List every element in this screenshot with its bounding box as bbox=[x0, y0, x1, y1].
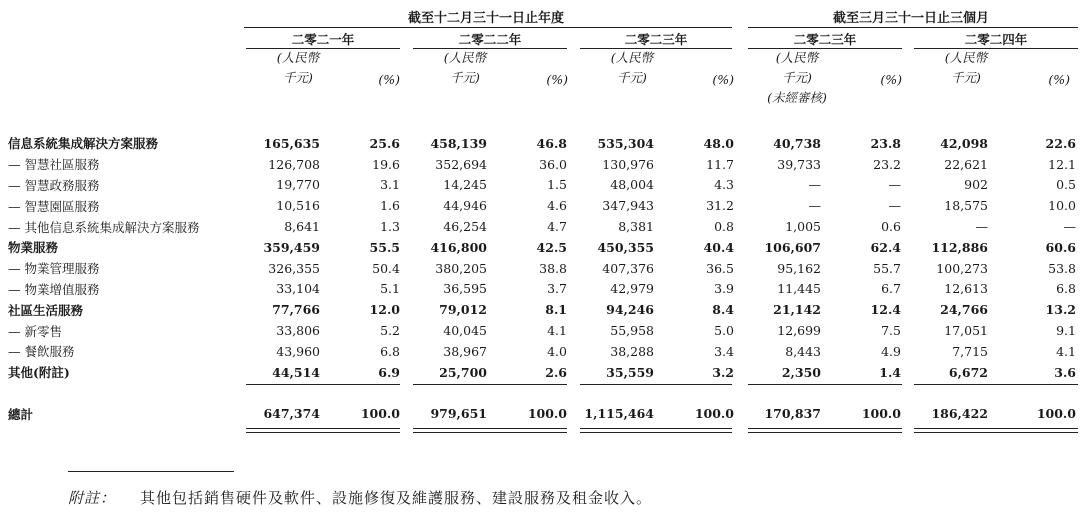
amount-cell: 535,304 bbox=[597, 135, 654, 151]
table-row bbox=[8, 279, 1076, 300]
amount-cell: 42,098 bbox=[940, 135, 988, 151]
percent-cell: 13.2 bbox=[1045, 302, 1076, 318]
unit-label-line1: (人民幣 bbox=[944, 50, 988, 65]
total-double-rule bbox=[246, 428, 400, 433]
subtotal-rule bbox=[246, 384, 400, 385]
percent-cell: 60.6 bbox=[1045, 239, 1076, 255]
amount-cell: 10,516 bbox=[276, 198, 320, 214]
footnote-text: 其他包括銷售硬件及軟件、設施修復及維護服務、建設服務及租金收入。 bbox=[140, 489, 653, 507]
amount-cell: 40,045 bbox=[443, 323, 487, 339]
unit-label-line2: 千元) bbox=[782, 70, 812, 85]
percent-cell: 10.0 bbox=[1048, 198, 1076, 214]
amount-cell: 35,559 bbox=[606, 364, 654, 380]
subtotal-rule bbox=[914, 384, 1078, 385]
unit-header-2021 bbox=[258, 48, 338, 88]
amount-cell: 14,245 bbox=[443, 177, 487, 193]
row-label: 物業服務 bbox=[8, 240, 59, 256]
amount-cell: 416,800 bbox=[430, 239, 487, 255]
amount-cell: 902 bbox=[964, 177, 988, 193]
amount-cell: 8,381 bbox=[618, 219, 654, 235]
table-row bbox=[8, 362, 1076, 383]
percent-cell: 40.4 bbox=[703, 239, 734, 255]
table-row bbox=[8, 154, 1076, 175]
percent-cell: 3.1 bbox=[380, 177, 400, 193]
amount-cell: 106,607 bbox=[764, 239, 821, 255]
pct-header-2023: (%) bbox=[712, 72, 734, 87]
percent-cell: 3.4 bbox=[714, 343, 734, 359]
amount-cell: 21,142 bbox=[773, 302, 821, 318]
total-double-rule bbox=[914, 428, 1078, 433]
unit-label-line2: 千元) bbox=[951, 70, 981, 85]
amount-cell: 40,738 bbox=[773, 135, 821, 151]
unit-label-line2: 千元) bbox=[283, 70, 313, 85]
footnote bbox=[68, 487, 652, 508]
unit-label-line2: 千元) bbox=[617, 70, 647, 85]
amount-cell: 42,979 bbox=[610, 281, 654, 297]
unit-label-line2: 千元) bbox=[450, 70, 480, 85]
percent-cell: 1.3 bbox=[380, 219, 400, 235]
total-value: 100.0 bbox=[694, 406, 734, 422]
percent-cell: 7.5 bbox=[881, 323, 901, 339]
total-double-rule bbox=[413, 428, 567, 433]
percent-cell: 6.8 bbox=[1056, 281, 1076, 297]
percent-cell: 19.6 bbox=[372, 156, 400, 172]
amount-cell: 380,205 bbox=[435, 260, 487, 276]
table-body bbox=[8, 133, 1076, 383]
row-label: — 物業管理服務 bbox=[8, 261, 100, 277]
amount-cell: 112,886 bbox=[931, 239, 988, 255]
percent-cell: 23.8 bbox=[870, 135, 901, 151]
amount-cell: 44,946 bbox=[443, 198, 487, 214]
amount-cell: 12,613 bbox=[944, 281, 988, 297]
amount-cell: 95,162 bbox=[777, 260, 821, 276]
amount-cell: 18,575 bbox=[944, 198, 988, 214]
subtotal-rule bbox=[748, 384, 902, 385]
total-value: 1,115,464 bbox=[584, 406, 654, 422]
percent-cell: 11.7 bbox=[706, 156, 734, 172]
year-header-q1-2023: 二零二三年 bbox=[793, 32, 857, 47]
amount-cell: 33,104 bbox=[276, 281, 320, 297]
amount-cell: 38,967 bbox=[443, 343, 487, 359]
percent-cell: 1.4 bbox=[879, 364, 901, 380]
amount-cell: 6,672 bbox=[948, 364, 988, 380]
row-label: — 其他信息系統集成解決方案服務 bbox=[8, 219, 200, 235]
total-value: 170,837 bbox=[764, 406, 821, 422]
total-label: 總計 bbox=[8, 406, 34, 422]
amount-cell: 38,288 bbox=[610, 343, 654, 359]
percent-cell: 53.8 bbox=[1048, 260, 1076, 276]
percent-cell: 31.2 bbox=[706, 198, 734, 214]
row-label: — 餐飲服務 bbox=[8, 344, 75, 360]
total-row bbox=[8, 403, 1076, 424]
unit-label-line1: (人民幣 bbox=[775, 50, 819, 65]
table-row bbox=[8, 133, 1076, 154]
percent-cell: 0.6 bbox=[881, 219, 901, 235]
percent-cell: — bbox=[1063, 219, 1076, 235]
percent-cell: 4.3 bbox=[714, 177, 734, 193]
subtotal-rule bbox=[413, 384, 567, 385]
footnote-rule bbox=[68, 471, 234, 472]
percent-cell: 42.5 bbox=[536, 239, 567, 255]
amount-cell: 43,960 bbox=[276, 343, 320, 359]
revenue-table bbox=[8, 133, 1076, 424]
amount-cell: 359,459 bbox=[263, 239, 320, 255]
table-row bbox=[8, 175, 1076, 196]
total-value: 100.0 bbox=[360, 406, 400, 422]
amount-cell: 25,700 bbox=[439, 364, 487, 380]
pct-header-2022: (%) bbox=[546, 72, 568, 87]
percent-cell: 4.9 bbox=[881, 343, 901, 359]
percent-cell: 3.6 bbox=[1054, 364, 1076, 380]
percent-cell: 46.8 bbox=[536, 135, 567, 151]
amount-cell: 11,445 bbox=[777, 281, 821, 297]
percent-cell: 8.1 bbox=[545, 302, 567, 318]
amount-cell: 347,943 bbox=[602, 198, 654, 214]
amount-cell: 126,708 bbox=[268, 156, 320, 172]
year-header-q1-2024: 二零二四年 bbox=[964, 32, 1028, 47]
subtotal-rule bbox=[580, 384, 732, 385]
unaudited-label: (未經審核) bbox=[767, 90, 827, 105]
percent-cell: — bbox=[888, 177, 901, 193]
pct-header-q1-2023: (%) bbox=[880, 72, 902, 87]
percent-cell: 1.5 bbox=[547, 177, 567, 193]
amount-cell: 79,012 bbox=[439, 302, 487, 318]
unit-label-line1: (人民幣 bbox=[443, 50, 487, 65]
row-label: — 物業增值服務 bbox=[8, 281, 100, 297]
amount-cell: 407,376 bbox=[602, 260, 654, 276]
percent-cell: 6.7 bbox=[881, 281, 901, 297]
percent-cell: 25.6 bbox=[369, 135, 400, 151]
percent-cell: 36.0 bbox=[539, 156, 567, 172]
amount-cell: 44,514 bbox=[272, 364, 320, 380]
percent-cell: 50.4 bbox=[372, 260, 400, 276]
row-label: — 智慧園區服務 bbox=[8, 198, 100, 214]
amount-cell: 39,733 bbox=[777, 156, 821, 172]
percent-cell: 4.1 bbox=[1056, 343, 1076, 359]
year-header-2021: 二零二一年 bbox=[291, 32, 355, 47]
amount-cell: 130,976 bbox=[602, 156, 654, 172]
total-double-rule bbox=[748, 428, 902, 433]
percent-cell: 8.4 bbox=[712, 302, 734, 318]
percent-cell: 5.0 bbox=[714, 323, 734, 339]
amount-cell: 8,443 bbox=[785, 343, 821, 359]
amount-cell: 24,766 bbox=[940, 302, 988, 318]
table-row bbox=[8, 341, 1076, 362]
percent-cell: 3.7 bbox=[547, 281, 567, 297]
percent-cell: 4.7 bbox=[547, 219, 567, 235]
percent-cell: 1.6 bbox=[380, 198, 400, 214]
group-underline-annual bbox=[244, 27, 732, 28]
unit-header-2022 bbox=[425, 48, 505, 88]
percent-cell: 6.9 bbox=[378, 364, 400, 380]
percent-cell: 6.8 bbox=[380, 343, 400, 359]
unit-label-line1: (人民幣 bbox=[610, 50, 654, 65]
spacer-row bbox=[8, 383, 1076, 404]
total-double-rule bbox=[580, 428, 732, 433]
percent-cell: — bbox=[888, 198, 901, 214]
amount-cell: — bbox=[808, 177, 821, 193]
amount-cell: 8,641 bbox=[284, 219, 320, 235]
amount-cell: 352,694 bbox=[435, 156, 487, 172]
total-body bbox=[8, 383, 1076, 425]
amount-cell: — bbox=[975, 219, 988, 235]
percent-cell: 48.0 bbox=[703, 135, 734, 151]
total-value: 100.0 bbox=[527, 406, 567, 422]
percent-cell: 55.7 bbox=[873, 260, 901, 276]
total-value: 979,651 bbox=[430, 406, 487, 422]
row-label: — 新零售 bbox=[8, 323, 62, 339]
amount-cell: 22,621 bbox=[944, 156, 988, 172]
percent-cell: 36.5 bbox=[706, 260, 734, 276]
table-row bbox=[8, 258, 1076, 279]
amount-cell: 326,355 bbox=[268, 260, 320, 276]
amount-cell: 450,355 bbox=[597, 239, 654, 255]
amount-cell: — bbox=[808, 198, 821, 214]
footnote-label: 附註： bbox=[68, 489, 117, 507]
unit-header-q1-2023 bbox=[752, 48, 842, 108]
amount-cell: 2,350 bbox=[781, 364, 821, 380]
percent-cell: 62.4 bbox=[870, 239, 901, 255]
year-header-2022: 二零二二年 bbox=[458, 32, 522, 47]
total-value: 100.0 bbox=[861, 406, 901, 422]
amount-cell: 77,766 bbox=[272, 302, 320, 318]
pct-header-2021: (%) bbox=[378, 72, 400, 87]
unit-header-q1-2024 bbox=[926, 48, 1006, 88]
total-value: 647,374 bbox=[263, 406, 320, 422]
amount-cell: 1,005 bbox=[785, 219, 821, 235]
amount-cell: 36,595 bbox=[443, 281, 487, 297]
percent-cell: 3.2 bbox=[712, 364, 734, 380]
table-row bbox=[8, 216, 1076, 237]
unit-label-line1: (人民幣 bbox=[276, 50, 320, 65]
row-label: — 智慧政務服務 bbox=[8, 177, 100, 193]
group-header-quarterly: 截至三月三十一日止三個月 bbox=[832, 11, 989, 26]
table-row bbox=[8, 299, 1076, 320]
percent-cell: 9.1 bbox=[1056, 323, 1076, 339]
amount-cell: 94,246 bbox=[606, 302, 654, 318]
pct-header-q1-2024: (%) bbox=[1048, 72, 1070, 87]
table-row bbox=[8, 320, 1076, 341]
amount-cell: 33,806 bbox=[276, 323, 320, 339]
percent-cell: 4.6 bbox=[547, 198, 567, 214]
amount-cell: 48,004 bbox=[610, 177, 654, 193]
percent-cell: 0.8 bbox=[714, 219, 734, 235]
unit-header-2023 bbox=[592, 48, 672, 88]
amount-cell: 17,051 bbox=[944, 323, 988, 339]
table-row bbox=[8, 195, 1076, 216]
amount-cell: 100,273 bbox=[936, 260, 988, 276]
percent-cell: 5.2 bbox=[380, 323, 400, 339]
table-row bbox=[8, 237, 1076, 258]
percent-cell: 12.0 bbox=[369, 302, 400, 318]
percent-cell: 38.8 bbox=[539, 260, 567, 276]
percent-cell: 0.5 bbox=[1056, 177, 1076, 193]
percent-cell: 12.1 bbox=[1048, 156, 1076, 172]
amount-cell: 7,715 bbox=[952, 343, 988, 359]
group-underline-quarterly bbox=[748, 27, 1078, 28]
row-label: 社區生活服務 bbox=[8, 302, 84, 318]
total-value: 100.0 bbox=[1036, 406, 1076, 422]
row-label: 其他(附註) bbox=[8, 365, 70, 381]
amount-cell: 165,635 bbox=[263, 135, 320, 151]
percent-cell: 55.5 bbox=[369, 239, 400, 255]
percent-cell: 5.1 bbox=[380, 281, 400, 297]
percent-cell: 22.6 bbox=[1045, 135, 1076, 151]
percent-cell: 4.1 bbox=[547, 323, 567, 339]
amount-cell: 19,770 bbox=[276, 177, 320, 193]
row-label: 信息系統集成解決方案服務 bbox=[8, 136, 159, 152]
amount-cell: 458,139 bbox=[430, 135, 487, 151]
percent-cell: 12.4 bbox=[870, 302, 901, 318]
row-label: — 智慧社區服務 bbox=[8, 157, 100, 173]
percent-cell: 23.2 bbox=[873, 156, 901, 172]
amount-cell: 55,958 bbox=[610, 323, 654, 339]
amount-cell: 12,699 bbox=[777, 323, 821, 339]
year-header-2023: 二零二三年 bbox=[624, 32, 688, 47]
percent-cell: 4.0 bbox=[547, 343, 567, 359]
total-value: 186,422 bbox=[931, 406, 988, 422]
percent-cell: 2.6 bbox=[545, 364, 567, 380]
amount-cell: 46,254 bbox=[443, 219, 487, 235]
group-header-annual: 截至十二月三十一日止年度 bbox=[407, 11, 564, 26]
percent-cell: 3.9 bbox=[714, 281, 734, 297]
